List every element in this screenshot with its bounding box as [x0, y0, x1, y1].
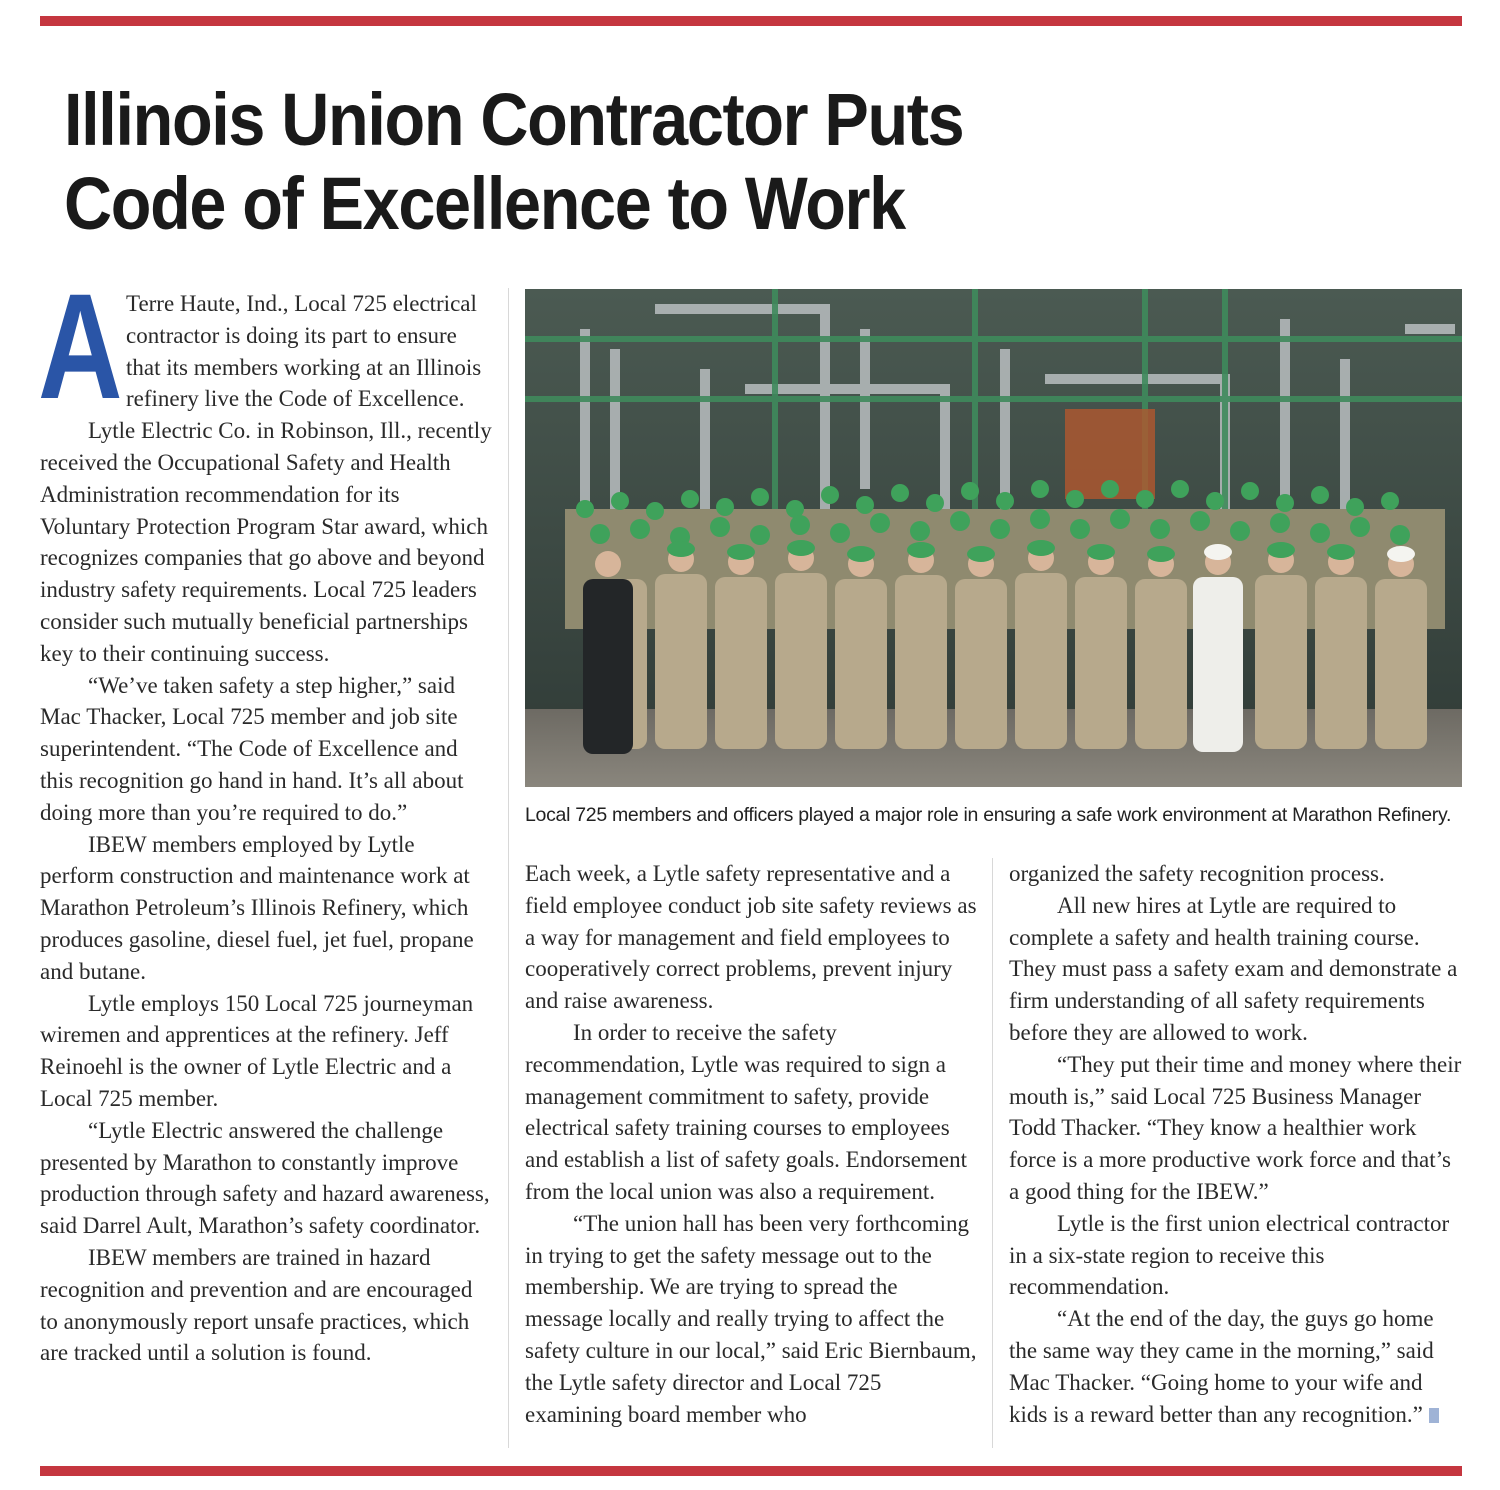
paragraph: Each week, a Lytle safety representative and a field employee conduct job site safety reviews as a way for management and field employees to cooperatively correct problems, prevent injury and raise awareness. [525, 861, 977, 1014]
photo-caption: Local 725 members and officers played a major role in ensuring a safe work environment at Marathon Refinery. [525, 804, 1452, 826]
column-divider [992, 858, 993, 1448]
column-divider [508, 288, 509, 1448]
headline-line-2: Code of Excellence to Work [64, 162, 905, 245]
headline-line-1: Illinois Union Contractor Puts [64, 78, 964, 161]
paragraph [1009, 1303, 1463, 1430]
top-rule [40, 16, 1462, 26]
paragraph: Lytle employs 150 Local 725 journeyman wiremen and apprentices at the refinery. Jeff Reinoehl is the owner of Lytle Electric and a Local 725 member. [40, 990, 474, 1111]
end-mark-icon [1429, 1408, 1439, 1423]
article-column-1 [38, 262, 492, 1369]
paragraph: In order to receive the safety recommendation, Lytle was required to sign a management commitment to safety, provide electrical safety training courses to employees and establish a list of safety goals. Endorsement from the local union was also a requirement. [525, 1019, 968, 1204]
paragraph: Lytle Electric Co. in Robinson, Ill., recently received the Occupational Safety and Health Administration recommendation for its Voluntary Protection Program Star award, which recognizes companies that go above and beyond industry safety requirements. Local 725 leaders consider such mutually beneficial partnerships key to their continuing success. [40, 418, 492, 666]
paragraph: “Lytle Electric answered the challenge presented by Marathon to constantly improve production through safety and hazard awareness, said Darrel Ault, Marathon’s safety coordinator. [40, 1117, 490, 1239]
group-photo [525, 289, 1462, 787]
paragraph: IBEW members are trained in hazard recognition and prevention and are encouraged to anonymously report unsafe practices, which are tracked until a solution is found. [40, 1244, 473, 1366]
paragraph: “They put their time and money where their mouth is,” said Local 725 Business Manager Todd Thacker. “They know a healthier work force is a more productive work force and that’s a good thing for the IBEW.” [1009, 1051, 1462, 1204]
paragraph: All new hires at Lytle are required to complete a safety and health training course. They must pass a safety exam and demonstrate a firm understanding of all safety requirements before they are allowed to work. [1009, 892, 1458, 1045]
closing-quote: “At the end of the day, the guys go home the same way they came in the morning,” said Mac Thacker. “Going home to your wife and kids is a reward better than any recognition.” [1009, 1306, 1434, 1427]
paragraph: organized the safety recognition process. [1009, 861, 1385, 886]
paragraph: Terre Haute, Ind., Local 725 electrical contractor is doing its part to ensure that its members working at an Illinois refinery live the Code of Excellence. [126, 291, 482, 412]
group-photo-icon [525, 289, 1462, 787]
article-column-2 [525, 858, 977, 1430]
drop-cap: A [38, 262, 123, 430]
paragraph: IBEW members employed by Lytle perform construction and maintenance work at Marathon Petroleum’s Illinois Refinery, which produces gasoline, diesel fuel, jet fuel, propane and butane. [40, 831, 474, 984]
headline [64, 78, 1164, 246]
paragraph: “We’ve taken safety a step higher,” said Mac Thacker, Local 725 member and job site superintendent. “The Code of Excellence and this recognition go hand in hand. It’s all about doing more than you’re required to do.” [40, 672, 464, 825]
paragraph: Lytle is the first union electrical contractor in a six-state region to receive this recommendation. [1009, 1210, 1450, 1300]
paragraph: “The union hall has been very forthcoming in trying to get the safety message out to the membership. We are trying to spread the message locally and really trying to affect the safety culture in our local,” said Eric Biernbaum, the Lytle safety director and Local 725 examining board member who [525, 1210, 977, 1427]
bottom-rule [40, 1466, 1462, 1476]
article-column-3 [1009, 858, 1463, 1430]
